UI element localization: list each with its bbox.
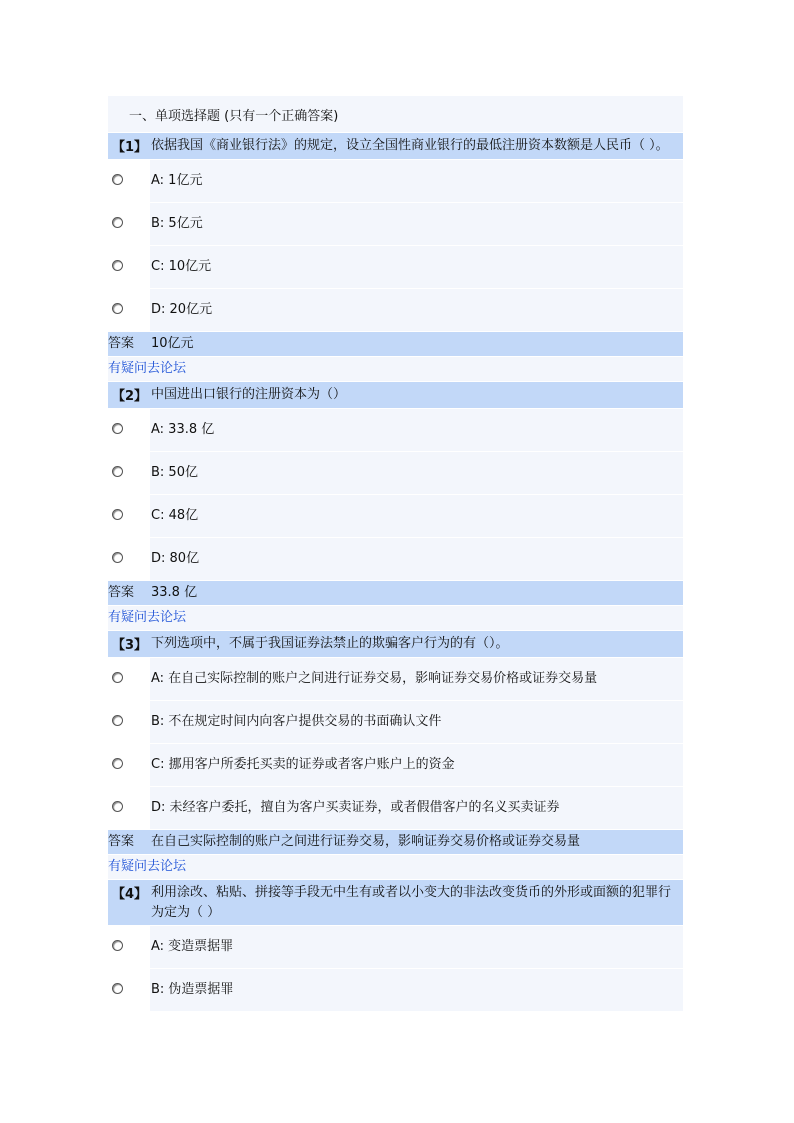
option-label: C: 挪用客户所委托买卖的证券或者客户账户上的资金 — [150, 744, 683, 786]
option-row[interactable] — [108, 743, 683, 786]
answer-label: 答案 — [108, 336, 135, 351]
option-row[interactable] — [108, 657, 683, 700]
question-header — [108, 381, 683, 408]
option-row[interactable] — [108, 786, 683, 829]
radio-button[interactable] — [112, 174, 123, 185]
radio-button[interactable] — [112, 466, 123, 477]
radio-button[interactable] — [112, 983, 123, 994]
radio-button[interactable] — [112, 303, 123, 314]
option-label: C: 10亿元 — [150, 246, 683, 288]
option-row[interactable] — [108, 700, 683, 743]
option-label: D: 20亿元 — [150, 289, 683, 331]
answer-label: 答案 — [108, 585, 135, 600]
question-number: 【3】 — [111, 638, 148, 653]
question-text: 利用涂改、粘贴、拼接等手段无中生有或者以小变大的非法改变货币的外形或面额的犯罪行为定为（ ） — [151, 885, 672, 920]
option-label: A: 33.8 亿 — [150, 409, 683, 451]
option-row[interactable] — [108, 159, 683, 202]
section-title: 一、单项选择题 (只有一个正确答案) — [108, 96, 683, 132]
answer-text: 10亿元 — [151, 336, 194, 351]
option-label: A: 1亿元 — [150, 160, 683, 202]
option-row[interactable] — [108, 494, 683, 537]
option-row[interactable] — [108, 408, 683, 451]
option-row[interactable] — [108, 968, 683, 1011]
radio-button[interactable] — [112, 672, 123, 683]
answer-row — [108, 829, 683, 854]
option-label: B: 不在规定时间内向客户提供交易的书面确认文件 — [150, 701, 683, 743]
radio-button[interactable] — [112, 801, 123, 812]
option-row[interactable] — [108, 202, 683, 245]
option-row[interactable] — [108, 245, 683, 288]
option-label: A: 在自己实际控制的账户之间进行证券交易，影响证券交易价格或证券交易量 — [150, 658, 683, 700]
quiz-sheet — [108, 96, 683, 1011]
question-number: 【2】 — [111, 389, 148, 404]
question-text: 下列选项中，不属于我国证券法禁止的欺骗客户行为的有（）。 — [151, 636, 509, 651]
radio-button[interactable] — [112, 758, 123, 769]
option-row[interactable] — [108, 451, 683, 494]
forum-link[interactable]: 有疑问去论坛 — [108, 605, 683, 630]
radio-button[interactable] — [112, 715, 123, 726]
question-number: 【1】 — [111, 140, 148, 155]
option-label: A: 变造票据罪 — [150, 926, 683, 968]
answer-text: 33.8 亿 — [151, 585, 198, 600]
answer-row — [108, 331, 683, 356]
question-number: 【4】 — [111, 887, 148, 902]
option-label: B: 50亿 — [150, 452, 683, 494]
option-row[interactable] — [108, 537, 683, 580]
question-header — [108, 630, 683, 657]
question-header — [108, 879, 683, 925]
radio-button[interactable] — [112, 509, 123, 520]
radio-button[interactable] — [112, 217, 123, 228]
forum-link[interactable]: 有疑问去论坛 — [108, 356, 683, 381]
radio-button[interactable] — [112, 423, 123, 434]
option-label: D: 80亿 — [150, 538, 683, 580]
radio-button[interactable] — [112, 940, 123, 951]
answer-label: 答案 — [108, 834, 135, 849]
radio-button[interactable] — [112, 552, 123, 563]
answer-text: 在自己实际控制的账户之间进行证券交易，影响证券交易价格或证券交易量 — [151, 834, 581, 849]
answer-row — [108, 580, 683, 605]
question-text: 中国进出口银行的注册资本为（） — [151, 387, 347, 402]
option-label: C: 48亿 — [150, 495, 683, 537]
question-text: 依据我国《商业银行法》的规定，设立全国性商业银行的最低注册资本数额是人民币（ ）。 — [151, 138, 669, 153]
option-label: B: 5亿元 — [150, 203, 683, 245]
option-row[interactable] — [108, 288, 683, 331]
option-label: D: 未经客户委托，擅自为客户买卖证券，或者假借客户的名义买卖证券 — [150, 787, 683, 829]
forum-link[interactable]: 有疑问去论坛 — [108, 854, 683, 879]
option-label: B: 伪造票据罪 — [150, 969, 683, 1011]
radio-button[interactable] — [112, 260, 123, 271]
option-row[interactable] — [108, 925, 683, 968]
question-header — [108, 132, 683, 159]
